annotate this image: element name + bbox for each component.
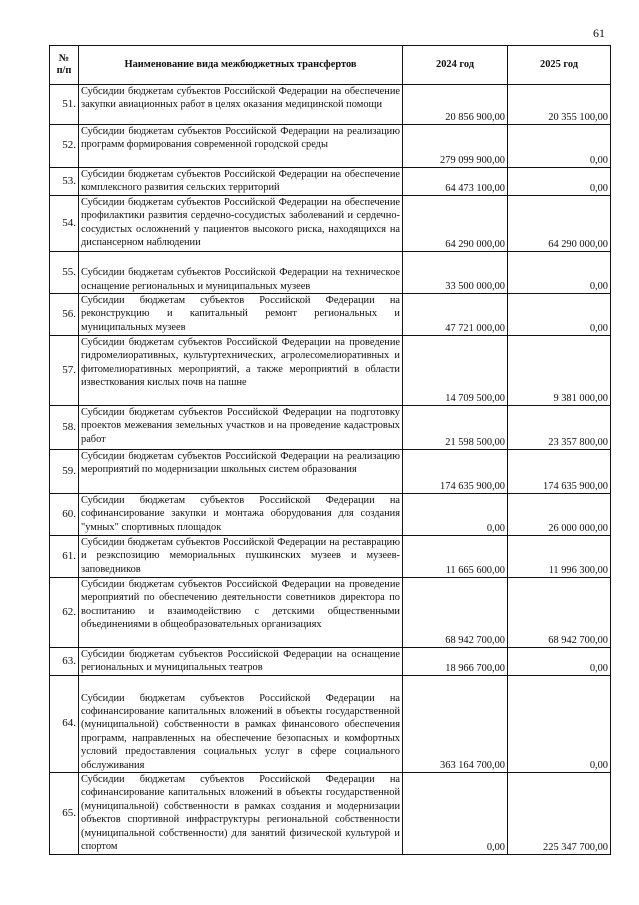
row-value-2025: 23 357 800,00 — [508, 406, 611, 450]
page-number: 61 — [593, 26, 605, 40]
row-value-2025: 0,00 — [508, 168, 611, 196]
header-number-line2: п/п — [56, 65, 72, 76]
row-value-2025: 0,00 — [508, 648, 611, 676]
header-2024: 2024 год — [403, 46, 508, 85]
table-row — [50, 125, 611, 168]
row-name: Субсидии бюджетам субъектов Российской Федерации на реализацию мероприятий по модернизации школьных систем образования — [79, 450, 403, 494]
row-value-2024: 47 721 000,00 — [403, 294, 508, 336]
row-number: 53. — [50, 168, 79, 196]
row-name: Субсидии бюджетам субъектов Российской Федерации на подготовку проектов межевания земельных участков и на проведение кадастровых работ — [79, 406, 403, 450]
row-value-2024: 21 598 500,00 — [403, 406, 508, 450]
row-value-2024: 20 856 900,00 — [403, 85, 508, 125]
table-row — [50, 578, 611, 648]
header-name: Наименование вида межбюджетных трансфертов — [79, 46, 403, 85]
row-value-2025: 0,00 — [508, 252, 611, 294]
row-number: 55. — [50, 252, 79, 294]
row-value-2024: 18 966 700,00 — [403, 648, 508, 676]
row-value-2025: 9 381 000,00 — [508, 336, 611, 406]
row-value-2024: 68 942 700,00 — [403, 578, 508, 648]
table-row — [50, 406, 611, 450]
table-row — [50, 196, 611, 252]
header-number-line1: № — [58, 53, 70, 64]
table-row — [50, 494, 611, 536]
row-number: 65. — [50, 773, 79, 855]
row-number: 64. — [50, 676, 79, 773]
row-number: 54. — [50, 196, 79, 252]
row-number: 58. — [50, 406, 79, 450]
row-name: Субсидии бюджетам субъектов Российской Федерации на софинансирование капитальных вложений в объекты государственной (муниципальной) собственности в рамках финансового обеспечения программ, направленных на обеспечение безопасных и комфортных условий предоставления социальных услуг в сфере социального обслуживания — [79, 676, 403, 773]
row-value-2024: 279 099 900,00 — [403, 125, 508, 168]
row-value-2025: 26 000 000,00 — [508, 494, 611, 536]
table-row — [50, 252, 611, 294]
row-value-2025: 174 635 900,00 — [508, 450, 611, 494]
row-name: Субсидии бюджетам субъектов Российской Федерации на софинансирование закупки и монтажа оборудования для создания "умных" спортивных площадок — [79, 494, 403, 536]
table-row — [50, 85, 611, 125]
row-name: Субсидии бюджетам субъектов Российской Федерации на реконструкцию и капитальный ремонт региональных и муниципальных музеев — [79, 294, 403, 336]
header-2025: 2025 год — [508, 46, 611, 85]
row-value-2025: 0,00 — [508, 125, 611, 168]
row-value-2024: 11 665 600,00 — [403, 536, 508, 578]
row-value-2024: 0,00 — [403, 773, 508, 855]
row-number: 57. — [50, 336, 79, 406]
table-row — [50, 336, 611, 406]
header-number — [50, 46, 79, 85]
row-value-2024: 14 709 500,00 — [403, 336, 508, 406]
table-row — [50, 168, 611, 196]
row-name: Субсидии бюджетам субъектов Российской Федерации на техническое оснащение региональных и муниципальных музеев — [79, 252, 403, 294]
row-value-2024: 363 164 700,00 — [403, 676, 508, 773]
row-name: Субсидии бюджетам субъектов Российской Федерации на реставрацию и реэкспозицию мемориальных пушкинских музеев и музеев-заповедников — [79, 536, 403, 578]
row-value-2025: 20 355 100,00 — [508, 85, 611, 125]
row-name: Субсидии бюджетам субъектов Российской Федерации на софинансирование капитальных вложений в объекты государственной (муниципальной) собственности в рамках создания и модернизации объектов спортивной инфраструктуры региональной собственности (муниципальной собственности) для занятий физической культурой и спортом — [79, 773, 403, 855]
row-number: 62. — [50, 578, 79, 648]
table-row — [50, 773, 611, 855]
table-header-row — [50, 46, 611, 85]
row-value-2025: 225 347 700,00 — [508, 773, 611, 855]
table-row — [50, 536, 611, 578]
row-name: Субсидии бюджетам субъектов Российской Федерации на обеспечение профилактики развития сердечно-сосудистых заболеваний и сердечно-сосудистых осложнений у пациентов высокого риска, находящихся на диспансерном наблюдении — [79, 196, 403, 252]
row-value-2024: 174 635 900,00 — [403, 450, 508, 494]
row-value-2024: 64 290 000,00 — [403, 196, 508, 252]
row-number: 63. — [50, 648, 79, 676]
table-row — [50, 648, 611, 676]
row-number: 51. — [50, 85, 79, 125]
row-number: 61. — [50, 536, 79, 578]
row-number: 52. — [50, 125, 79, 168]
row-name: Субсидии бюджетам субъектов Российской Федерации на обеспечение закупки авиационных работ в целях оказания медицинской помощи — [79, 85, 403, 125]
row-value-2025: 68 942 700,00 — [508, 578, 611, 648]
row-value-2025: 0,00 — [508, 676, 611, 773]
table-row — [50, 450, 611, 494]
row-name: Субсидии бюджетам субъектов Российской Федерации на проведение гидромелиоративных, культуртехнических, агролесомелиоративных и фитомелиоративных мероприятий, а также мероприятий в области известкования кислых почв на пашне — [79, 336, 403, 406]
row-value-2025: 64 290 000,00 — [508, 196, 611, 252]
row-value-2024: 0,00 — [403, 494, 508, 536]
row-number: 56. — [50, 294, 79, 336]
row-name: Субсидии бюджетам субъектов Российской Федерации на оснащение региональных и муниципальных театров — [79, 648, 403, 676]
row-value-2025: 0,00 — [508, 294, 611, 336]
row-name: Субсидии бюджетам субъектов Российской Федерации на реализацию программ формирования современной городской среды — [79, 125, 403, 168]
table-row — [50, 676, 611, 773]
row-value-2024: 33 500 000,00 — [403, 252, 508, 294]
table-row — [50, 294, 611, 336]
row-number: 59. — [50, 450, 79, 494]
row-value-2024: 64 473 100,00 — [403, 168, 508, 196]
row-number: 60. — [50, 494, 79, 536]
row-value-2025: 11 996 300,00 — [508, 536, 611, 578]
transfers-table — [49, 45, 611, 855]
row-name: Субсидии бюджетам субъектов Российской Федерации на обеспечение комплексного развития сельских территорий — [79, 168, 403, 196]
row-name: Субсидии бюджетам субъектов Российской Федерации на проведение мероприятий по обеспечению деятельности советников директора по воспитанию и взаимодействию с детскими общественными объединениями в общеобразовательных организациях — [79, 578, 403, 648]
